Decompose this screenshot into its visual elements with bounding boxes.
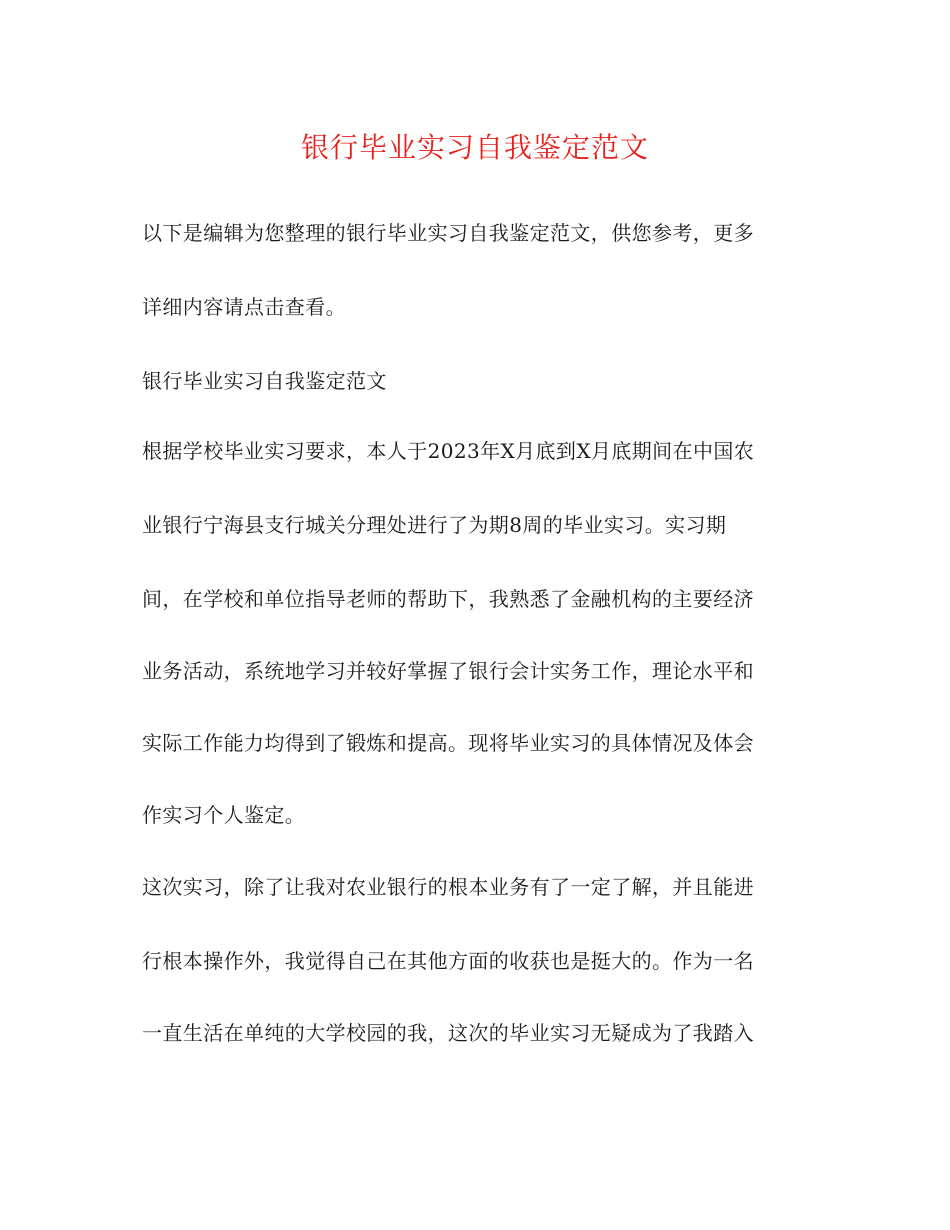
section-heading: 银行毕业实习自我鉴定范文	[142, 369, 387, 393]
paragraph-intro-line-2: 详细内容请点击查看。	[142, 295, 346, 319]
paragraph-harvest-line-3: 一直生活在单纯的大学校园的我，这次的毕业实习无疑成为了我踏入	[142, 1021, 754, 1045]
paragraph-body-line-4: 业务活动，系统地学习并较好掌握了银行会计实务工作，理论水平和	[142, 659, 754, 683]
paragraph-body-line-2: 业银行宁海县支行城关分理处进行了为期8周的毕业实习。实习期	[142, 513, 727, 537]
paragraph-harvest-line-2: 行根本操作外，我觉得自己在其他方面的收获也是挺大的。作为一名	[142, 949, 754, 973]
paragraph-body-line-3: 间，在学校和单位指导老师的帮助下，我熟悉了金融机构的主要经济	[142, 587, 754, 611]
paragraph-body-line-6: 作实习个人鉴定。	[142, 803, 306, 827]
paragraph-body-line-1: 根据学校毕业实习要求，本人于2023年X月底到X月底期间在中国农	[142, 439, 755, 463]
paragraph-harvest-line-1: 这次实习，除了让我对农业银行的根本业务有了一定了解，并且能进	[142, 875, 754, 899]
paragraph-body-line-5: 实际工作能力均得到了锻炼和提高。现将毕业实习的具体情况及体会	[142, 731, 754, 755]
paragraph-intro-line-1: 以下是编辑为您整理的银行毕业实习自我鉴定范文，供您参考，更多	[142, 221, 754, 245]
document-title: 银行毕业实习自我鉴定范文	[300, 131, 649, 164]
